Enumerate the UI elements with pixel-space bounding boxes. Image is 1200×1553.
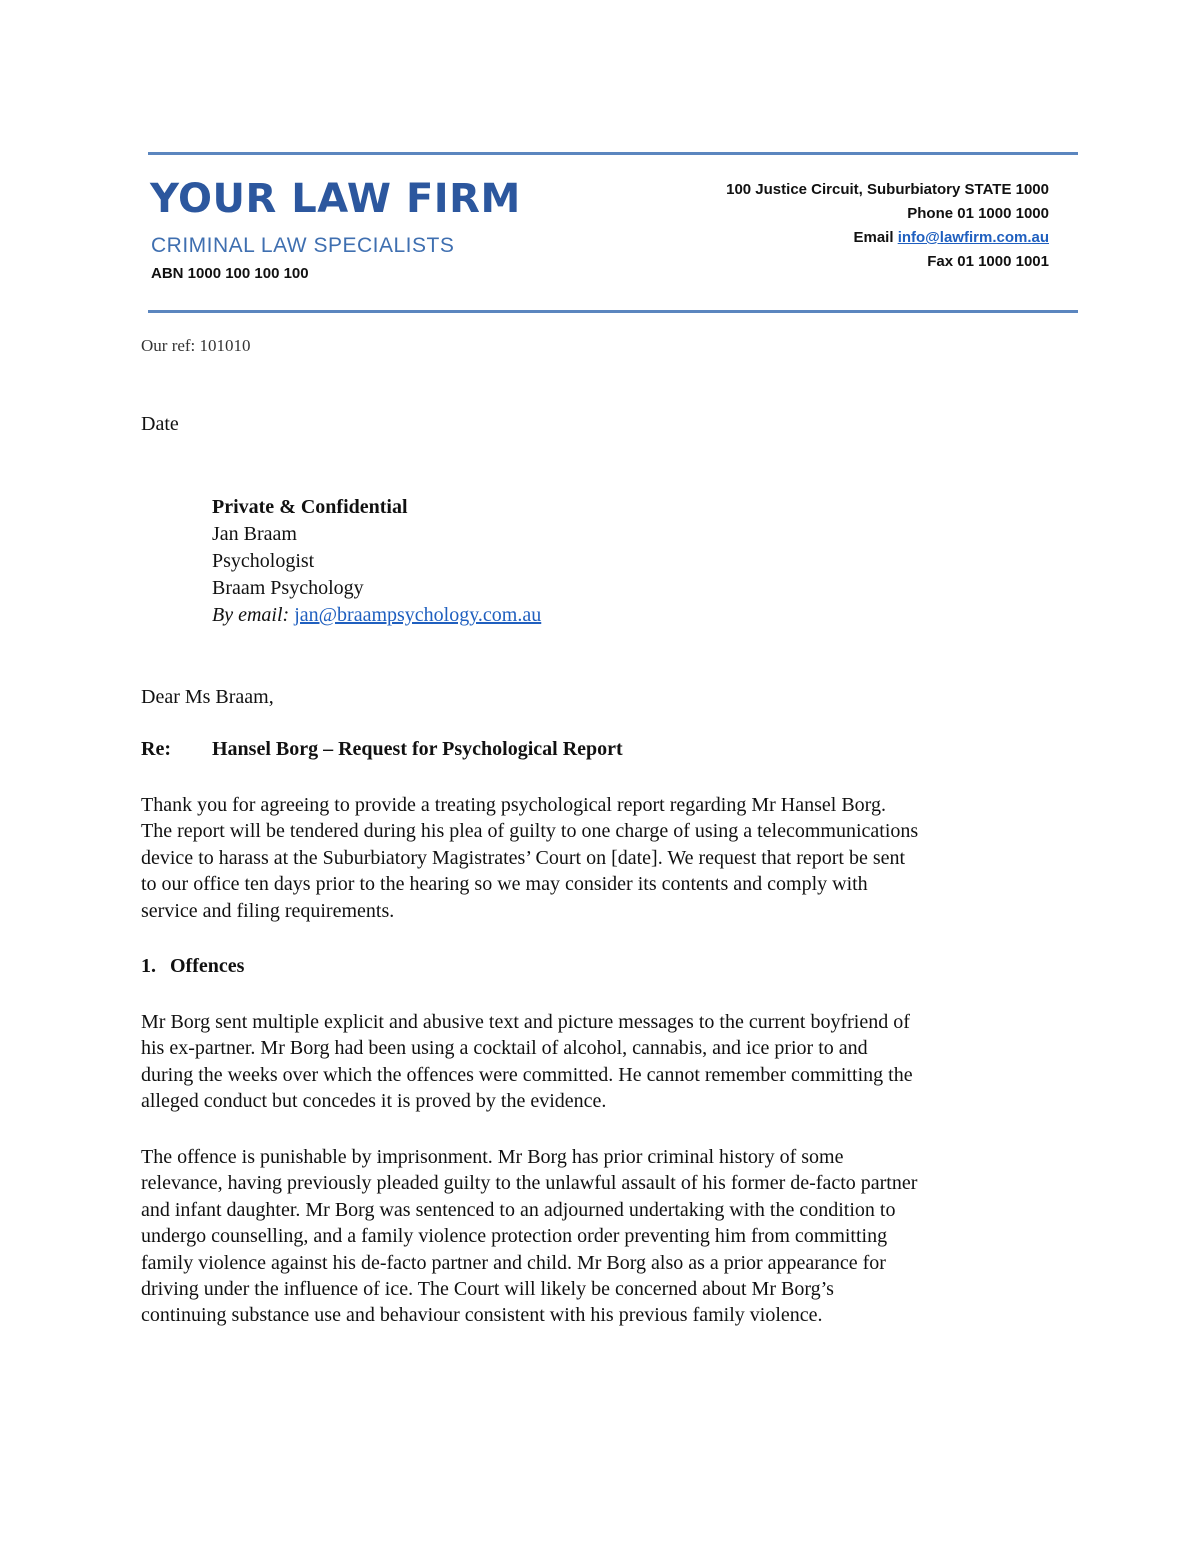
paragraph-line: service and filing requirements.	[141, 899, 395, 922]
intro-paragraph	[141, 792, 918, 924]
firm-email-link[interactable]: info@lawfirm.com.au	[897, 229, 1049, 246]
paragraph-line: relevance, having previously pleaded guilty to the unlawful assault of his former de-facto partner	[141, 1172, 918, 1195]
addressee-block	[212, 494, 541, 629]
header-top-rule	[148, 152, 1078, 155]
salutation: Dear Ms Braam,	[141, 686, 274, 708]
offences-paragraph-2	[141, 1144, 917, 1329]
paragraph-line: continuing substance use and behaviour consistent with his previous family violence.	[141, 1304, 823, 1327]
paragraph-line: The offence is punishable by imprisonment. Mr Borg has prior criminal history of some	[141, 1146, 844, 1168]
addressee-name: Jan Braam	[212, 523, 297, 545]
letter-date: Date	[141, 413, 179, 435]
firm-abn: ABN 1000 100 100 100	[151, 265, 309, 282]
confidential-label: Private & Confidential	[212, 496, 408, 518]
firm-fax: Fax 01 1000 1001	[927, 253, 1049, 270]
addressee-email-line	[212, 602, 541, 629]
paragraph-line: The report will be tendered during his plea of guilty to one charge of using a telecommunications	[141, 820, 919, 843]
paragraph-line: Mr Borg sent multiple explicit and abusive text and picture messages to the current boyfriend of	[141, 1011, 910, 1033]
firm-contact-block	[726, 178, 1049, 274]
firm-tagline: CRIMINAL LAW SPECIALISTS	[151, 234, 455, 257]
paragraph-line: during the weeks over which the offences were committed. He cannot remember committing the	[141, 1063, 913, 1086]
firm-email-label: Email	[853, 229, 898, 246]
paragraph-line: family violence against his de-facto partner and child. Mr Borg also as a prior appearance for	[141, 1251, 886, 1274]
our-reference: Our ref: 101010	[141, 336, 251, 355]
paragraph-line: his ex-partner. Mr Borg had been using a cocktail of alcohol, cannabis, and ice prior to and	[141, 1037, 868, 1060]
offences-paragraph-1	[141, 1009, 913, 1115]
subject-text: Hansel Borg – Request for Psychological Report	[212, 738, 623, 760]
paragraph-line: alleged conduct but concedes it is proved by the evidence.	[141, 1090, 607, 1113]
paragraph-line: driving under the influence of ice. The Court will likely be concerned about Mr Borg’s	[141, 1278, 834, 1301]
paragraph-line: and infant daughter. Mr Borg was sentenced to an adjourned undertaking with the condition to	[141, 1198, 896, 1221]
paragraph-line: undergo counselling, and a family violence protection order preventing him from committing	[141, 1225, 888, 1248]
paragraph-line: device to harass at the Suburbiatory Magistrates’ Court on [date]. We request that report be sent	[141, 846, 906, 869]
addressee-company: Braam Psychology	[212, 577, 364, 599]
firm-email-line	[726, 226, 1049, 250]
firm-name: YOUR LAW FIRM	[150, 176, 521, 222]
addressee-email-label: By email:	[212, 604, 290, 626]
header-bottom-rule	[148, 310, 1078, 313]
subject-line	[141, 738, 623, 761]
subject-label: Re:	[141, 738, 171, 760]
section-number: 1.	[141, 955, 156, 977]
paragraph-line: to our office ten days prior to the hearing so we may consider its contents and comply with	[141, 873, 868, 896]
paragraph-line: Thank you for agreeing to provide a treating psychological report regarding Mr Hansel Borg.	[141, 794, 886, 816]
section-heading-offences	[141, 955, 244, 978]
addressee-email-link[interactable]: jan@braampsychology.com.au	[294, 604, 542, 626]
firm-phone: Phone 01 1000 1000	[907, 205, 1049, 222]
section-title: Offences	[170, 955, 245, 977]
addressee-title: Psychologist	[212, 550, 315, 572]
firm-address: 100 Justice Circuit, Suburbiatory STATE 1000	[726, 181, 1049, 198]
